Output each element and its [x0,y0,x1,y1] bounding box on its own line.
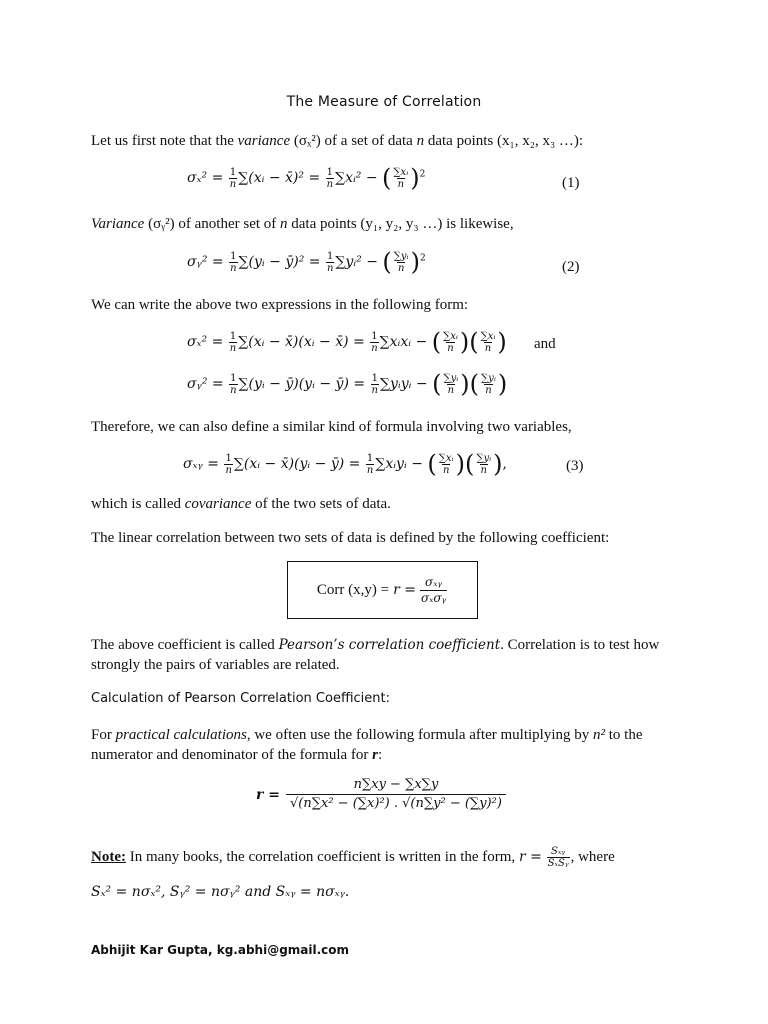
correlation-formula-box: Corr (x,y) = r = $\frac{\text{σₓᵧ}}{\text{σₓσᵧ}}$ [287,561,478,619]
note-paragraph: Note: In many books, the correlation coefficient is written in the form, r = $\frac{\text{Sₓᵧ}}{\text{SₓSᵧ}}$ , where [91,846,615,869]
paragraph-variance-intro: Let us first note that the variance (σₓ²) of a set of data n data points (x₁, x₂, x₃ …): [91,133,584,149]
paragraph-pearson: The above coefficient is called Pearson’s correlation coefficient. Correlation is to test how strongly the pairs of variables are related. [91,637,660,673]
paragraph-two-variables: Therefore, we can also define a similar kind of formula involving two variables, [91,419,572,435]
equation-variance-y: σᵧ² = $\frac{1}{n}$ ∑(yᵢ − ȳ)² = $\frac{1}{n}$ ∑yᵢ² − ( $\frac{\text{∑yᵢ}}{n}$ )$^2$ [187,248,426,276]
paragraph-linear-correlation: The linear correlation between two sets of data is defined by the following coefficient: [91,530,610,546]
paragraph-covariance: which is called covariance of the two sets of data. [91,496,391,512]
author-footer: Abhijit Kar Gupta, kg.abhi@gmail.com [91,943,350,957]
equation-label-1: (1) [562,175,580,191]
equation-variance-x: σₓ² = $\frac{1}{n}$ ∑(xᵢ − x̄)² = $\frac{1}{n}$ ∑xᵢ² − ( $\frac{\text{∑xᵢ}}{n}$ )$^2$ [187,164,426,192]
paragraph-rewrite: We can write the above two expressions in the following form: [91,297,469,313]
equation-label-2: (2) [562,259,580,275]
equation-variance-y-product: σᵧ² = $\frac{1}{n}$ ∑(yᵢ − ȳ)(yᵢ − ȳ) = $\frac{1}{n}$ ∑yᵢyᵢ − ( $\frac{\text{∑yᵢ}}{n}$ )( $\frac{\text{∑yᵢ}}{n}$ ) [187,370,508,398]
equation-covariance: σₓᵧ = $\frac{1}{n}$ ∑(xᵢ − x̄)(yᵢ − ȳ) = $\frac{1}{n}$ ∑xᵢyᵢ − ( $\frac{\text{∑xᵢ}}{n}$ )( $\frac{\text{∑yᵢ}}{n}$ ), [183,450,507,478]
equation-variance-x-product: σₓ² = $\frac{1}{n}$ ∑(xᵢ − x̄)(xᵢ − x̄) = $\frac{1}{n}$ ∑xᵢxᵢ − ( $\frac{\text{∑xᵢ}}{n}$ )( $\frac{\text{∑xᵢ}}{n}$ ) [187,328,507,356]
note-line-2: Sₓ² = nσₓ², Sᵧ² = nσᵧ² and Sₓᵧ = nσₓᵧ. [91,884,350,900]
equation-label-3: (3) [566,458,584,474]
paragraph-variance-y: Variance (σᵧ²) of another set of n data points (y₁, y₂, y₃ …) is likewise, [91,216,514,232]
page-title: The Measure of Correlation [286,94,482,110]
paragraph-practical: For practical calculations, we often use the following formula after multiplying by n² to the numerator and denominator of the formula for r: [91,727,643,763]
and-text: and [534,336,556,352]
section-heading-calculation: Calculation of Pearson Correlation Coefficient: [91,691,390,706]
equation-pearson-practical: r = $\frac{n\sum xy - \sum x\sum y}{\text{√(n∑x² − (∑x)²) . √(n∑y² − (∑y)²)}}$ [256,776,506,813]
